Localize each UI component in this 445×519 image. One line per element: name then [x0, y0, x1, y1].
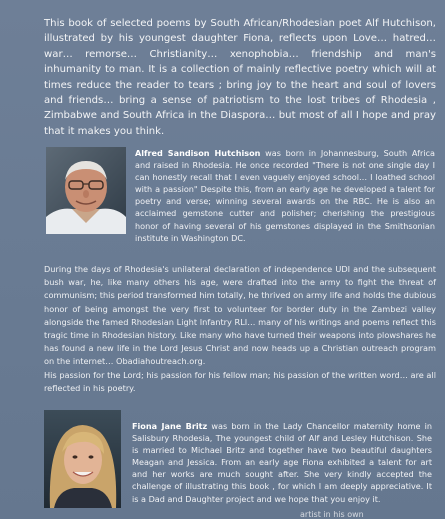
- fiona-bio-text: was born in the Lady Chancellor maternity home in Salisbury Rhodesia, The youngest child of Alf and Lesley Hutchison. She is married to Michael Britz and together have two beautiful daughters Meagan and Jessica. From an early age Fiona exhibited a talent for art and her works are much sought after. She very kindly accepted the challenge of illustrating this book , for which I am deeply appreciative. It is a Dad and Daughter project and we hope that you enjoy it.: [132, 421, 432, 504]
- alfred-portrait-image: [46, 147, 126, 234]
- fiona-portrait-image: [44, 410, 121, 508]
- alfred-bio: [135, 147, 435, 244]
- fiona-portrait-photo: [44, 410, 121, 508]
- passion-text: His passion for the Lord; his passion for his fellow man; his passion of the written word… are all reflected in his poetry.: [44, 369, 436, 393]
- war-story-text: During the days of Rhodesia's unilateral declaration of independence UDI and the subsequent bush war, he, like many others his age, were drafted into the army to fight the threat of communism; this period transformed him totally, he thrived on army life and holds the dubious honor of being amongst the very first to volunteer for border duty in the Zambezi valley alongside the famed Rhodesian Light Infantry RLI… many of his writings and poems reflect this tragic time in Rhodesian history. Like many who have turned their weapons into plowshares he has found a new life in the Lord Jesus Christ and now heads up a Christian outreach program on the internet… Obadiahoutreach.org.: [44, 264, 436, 367]
- alfred-portrait-photo: [46, 147, 126, 234]
- cut-off-text: artist in his own: [300, 510, 364, 519]
- fiona-name: Fiona Jane Britz: [132, 421, 208, 431]
- intro-paragraph: This book of selected poems by South African/Rhodesian poet Alf Hutchison, illustrated by his youngest daughter Fiona, reflects upon Love… hatred… war… remorse… Christianity… xenophobia… friendship and man's inhumanity to man. It is a collection of mainly reflective poetry which will at times reduce the reader to tears ; bring joy to the heart and soul of lovers and friends… bring a sense of patriotism to the lost tribes of Rhodesia , Zimbabwe and South Africa in the Diaspora… but most of all I hope and pray that it makes you think.: [44, 18, 436, 137]
- fiona-bio: [132, 420, 432, 505]
- alfred-bio-text: was born in Johannesburg, South Africa and raised in Rhodesia. He once recorded "There is not one single day I can honestly recall that I even vaguely enjoyed school… I loathed school with a passion" Despite this, from an early age he developed a talent for poetry and verse; winning several awards on the RBC. He is also an acclaimed gemstone cutter and polisher; cherishing the prestigious honor of having several of his gemstones displayed in the Smithsonian institute in Washington DC.: [135, 148, 435, 243]
- war-story-paragraph: [44, 263, 436, 395]
- alfred-name: Alfred Sandison Hutchison: [135, 148, 261, 158]
